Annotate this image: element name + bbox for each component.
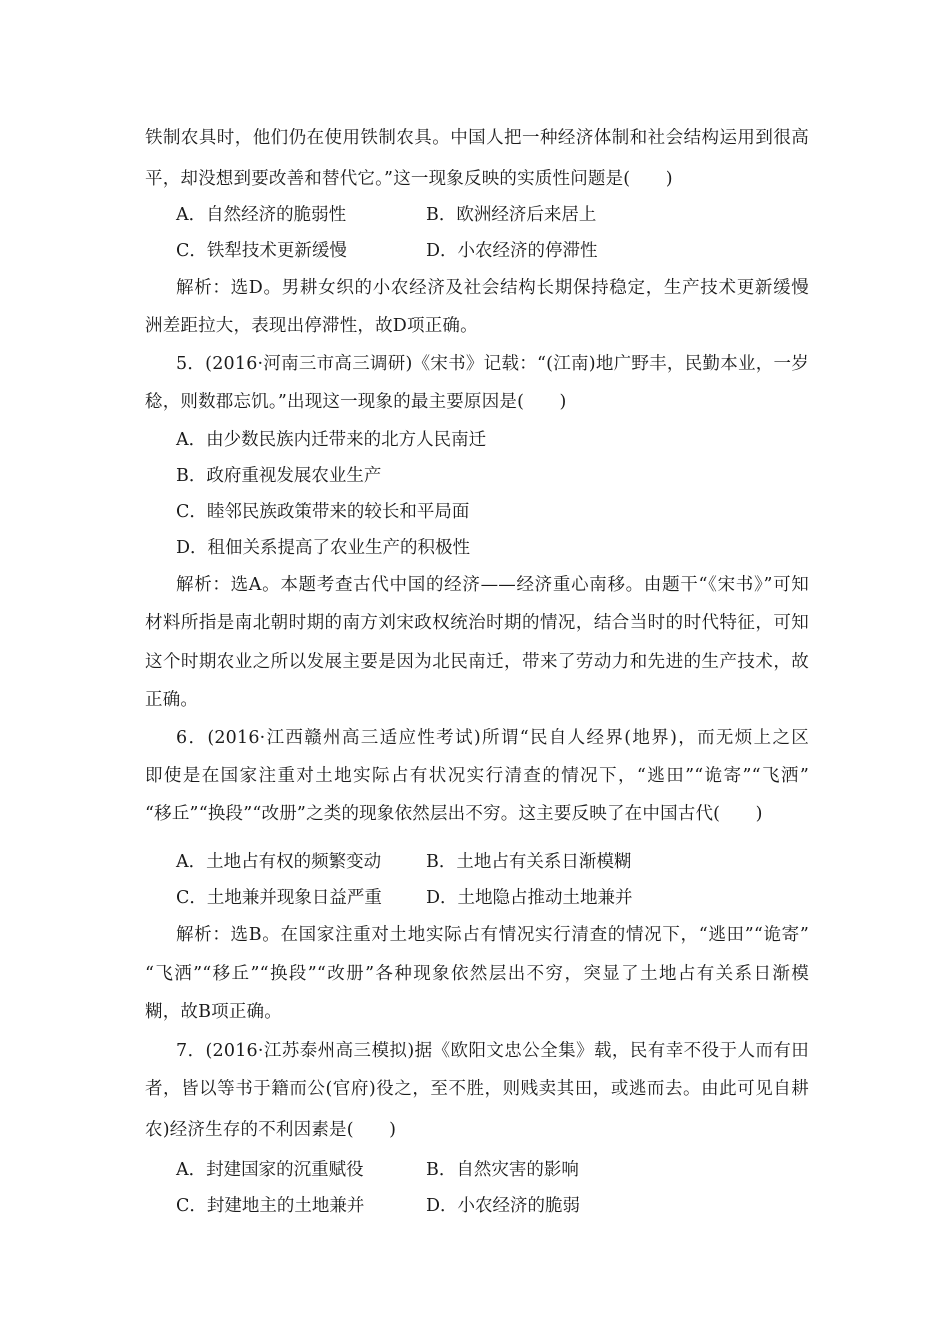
question-6-line: “移丘”“换段”“改册”之类的现象依然层出不穷。这主要反映了在中国古代( ) <box>145 804 763 824</box>
analysis-line: 洲差距拉大，表现出停滞性，故D项正确。 <box>145 316 478 336</box>
option-b: B．自然灾害的影响 <box>426 1160 579 1180</box>
option-b: B．土地占有关系日渐模糊 <box>426 852 632 872</box>
analysis-line: 解析：选B。在国家注重对土地实际占有情况实行清查的情况下，“逃田”“诡寄” <box>176 925 809 945</box>
question-5-line: 稔，则数郡忘饥。”出现这一现象的最主要原因是( ) <box>145 392 567 412</box>
option-d: D．小农经济的停滞性 <box>426 241 598 261</box>
question-6-line: 6．(2016·江西赣州高三适应性考试)所谓“民自人经界(地界)，而无烦上之区 <box>176 728 809 748</box>
text-line: 平，却没想到要改善和替代它。”这一现象反映的实质性问题是( ) <box>145 169 673 189</box>
option-c: C．封建地主的土地兼并 <box>176 1196 365 1216</box>
analysis-line: 正确。 <box>145 690 199 710</box>
option-a: A．由少数民族内迁带来的北方人民南迁 <box>176 430 487 450</box>
option-d: D．租佃关系提高了农业生产的积极性 <box>176 538 471 558</box>
analysis-line: 这个时期农业之所以发展主要是因为北民南迁，带来了劳动力和先进的生产技术，故 <box>145 652 809 672</box>
question-7-line: 农)经济生存的不利因素是( ) <box>145 1120 397 1140</box>
option-b: B．政府重视发展农业生产 <box>176 466 382 486</box>
option-a: A．封建国家的沉重赋役 <box>176 1160 364 1180</box>
question-5-line: 5．(2016·河南三市高三调研)《宋书》记载：“(江南)地广野丰，民勤本业，一岁 <box>176 354 809 374</box>
option-a: A．自然经济的脆弱性 <box>176 205 347 225</box>
option-d: D．小农经济的脆弱 <box>426 1196 581 1216</box>
text-line: 铁制农具时，他们仍在使用铁制农具。中国人把一种经济体制和社会结构运用到很高 <box>145 128 809 148</box>
option-c: C．铁犁技术更新缓慢 <box>176 241 347 261</box>
analysis-line: 材料所指是南北朝时期的南方刘宋政权统治时期的情况，结合当时的时代特征，可知 <box>145 613 809 633</box>
option-c: C．土地兼并现象日益严重 <box>176 888 382 908</box>
option-a: A．土地占有权的频繁变动 <box>176 852 382 872</box>
option-b: B．欧洲经济后来居上 <box>426 205 597 225</box>
analysis-line: 解析：选A。本题考查古代中国的经济——经济重心南移。由题干“《宋书》”可知 <box>176 575 809 595</box>
analysis-line: 解析：选D。男耕女织的小农经济及社会结构长期保持稳定，生产技术更新缓慢 <box>176 278 809 298</box>
analysis-line: 糊，故B项正确。 <box>145 1002 282 1022</box>
option-c: C．睦邻民族政策带来的较长和平局面 <box>176 502 470 522</box>
question-7-line: 7．(2016·江苏泰州高三模拟)据《欧阳文忠公全集》载，民有幸不役于人而有田 <box>176 1041 809 1061</box>
question-6-line: 即使是在国家注重对土地实际占有状况实行清查的情况下，“逃田”“诡寄”“飞洒” <box>145 766 809 786</box>
question-7-line: 者，皆以等书于籍而公(官府)役之，至不胜，则贱卖其田，或逃而去。由此可见自耕 <box>145 1079 809 1099</box>
option-d: D．土地隐占推动土地兼并 <box>426 888 633 908</box>
analysis-line: “飞洒”“移丘”“换段”“改册”各种现象依然层出不穷，突显了土地占有关系日渐模 <box>145 964 809 984</box>
